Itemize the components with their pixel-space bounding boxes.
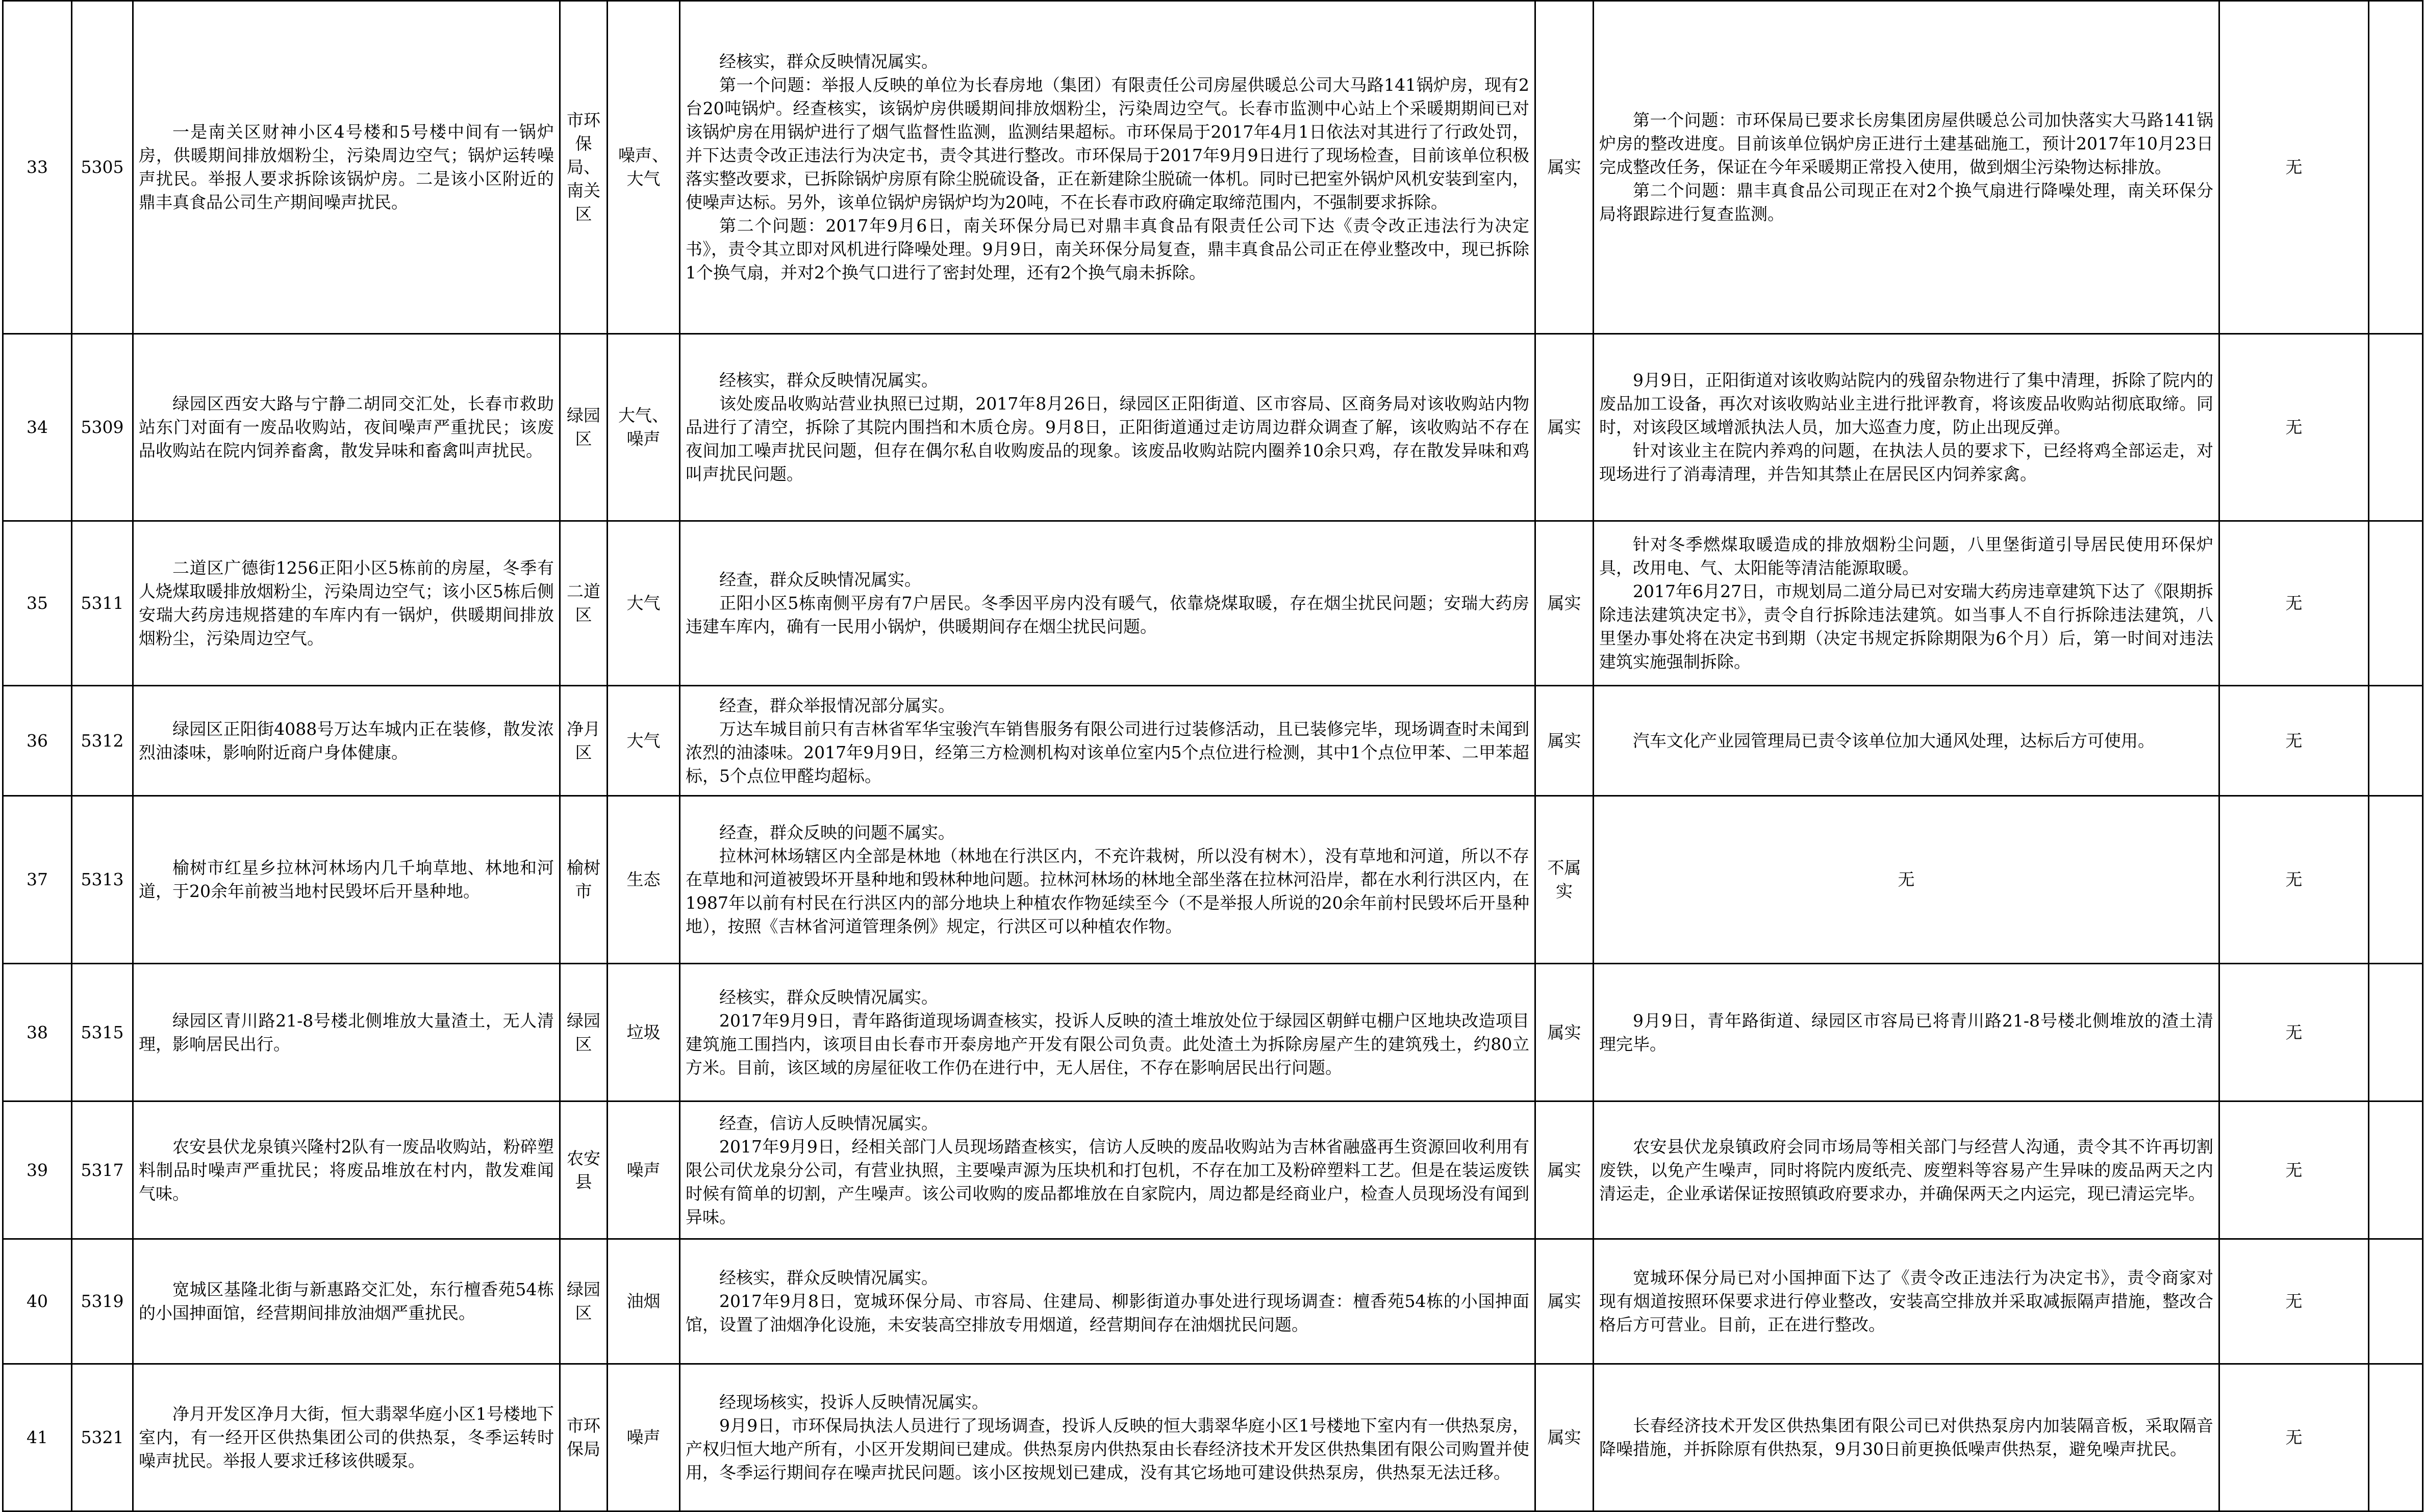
row-number: 39 [3,1101,72,1239]
rectification-status [1594,964,2219,1101]
remarks-cell [2369,964,2423,1101]
finding-paragraph: 2017年9月9日，青年路街道现场调查核实，投诉人反映的渣土堆放处位于绿园区朝鲜屯棚户区地块改造项目建筑施工围挡内，该项目由长春市开泰房地产开发有限公司负责。此处渣土为拆除房屋产生的建筑残土，约80立方米。目前，该区域的房屋征收工作仍在进行中，无人居住，不存在影响居民出行问题。 [686,1010,1529,1078]
accountability: 无 [2219,1239,2369,1364]
finding-paragraph: 万达车城目前只有吉林省军华宝骏汽车销售服务有限公司进行过装修活动，且已装修完毕，现场调查时未闻到浓烈的油漆味。2017年9月9日，经第三方检测机构对该单位室内5个点位进行检测，其中1个点位甲苯、二甲苯超标，5个点位甲醛均超标。 [686,719,1529,786]
rectification-paragraph: 长春经济技术开发区供热集团有限公司已对供热泵房内加装隔音板，采取隔音降噪措施，并拆除原有供热泵，9月30日前更换低噪声供热泵，避免噪声扰民。 [1599,1416,2213,1459]
complaint-text: 二道区广德街1256正阳小区5栋前的房屋，冬季有人烧煤取暖排放烟粉尘，污染周边空气；该小区5栋后侧安瑞大药房违规搭建的车库内有一锅炉，供暖期间排放烟粉尘，污染周边空气。 [139,558,554,648]
remarks-cell [2369,1101,2423,1239]
rectification-paragraph: 针对冬季燃煤取暖造成的排放烟粉尘问题，八里堡街道引导居民使用环保炉具，改用电、气、太阳能等清洁能源取暖。 [1599,534,2213,578]
rectification-status [1594,334,2219,521]
complaint-text: 净月开发区净月大街，恒大翡翠华庭小区1号楼地下室内，有一经开区供热集团公司的供热泵，冬季运转时噪声扰民。举报人要求迁移该供暖泵。 [139,1404,554,1471]
pollution-type: 噪声 [608,1364,680,1511]
investigation-findings [680,964,1535,1101]
accountability: 无 [2219,796,2369,964]
rectification-paragraph: 针对该业主在院内养鸡的问题，在执法人员的要求下，已经将鸡全部运走，对现场进行了消毒清理，并告知其禁止在居民区内饲养家禽。 [1599,441,2213,484]
investigation-findings [680,686,1535,796]
finding-paragraph: 经核实，群众反映情况属实。 [719,370,938,390]
case-code: 5313 [72,796,133,964]
investigation-findings [680,521,1535,686]
rectification-paragraph: 宽城环保分局已对小国抻面下达了《责令改正违法行为决定书》，责令商家对现有烟道按照环保要求进行停业整改，安装高空排放并采取减振隔声措施，整改合格后方可营业。目前，正在进行整改。 [1599,1268,2213,1335]
rectification-paragraph: 9月9日，正阳街道对该收购站院内的残留杂物进行了集中清理，拆除了院内的废品加工设备，再次对该收购站业主进行批评教育，将该废品收购站彻底取缔。同时，对该段区域增派执法人员，加大巡查力度，防止出现反弹。 [1599,370,2213,437]
rectification-paragraph: 第二个问题：鼎丰真食品公司现正在对2个换气扇进行降噪处理，南关环保分局将跟踪进行复查监测。 [1599,181,2213,224]
rectification-paragraph: 第一个问题：市环保局已要求长房集团房屋供暖总公司加快落实大马路141锅炉房的整改进度。目前该单位锅炉房正进行土建基础施工，预计2017年10月23日完成整改任务，保证在今年采暖期正常投入使用，做到烟尘污染物达标排放。 [1599,110,2213,177]
responsible-district: 二道区 [560,521,608,686]
accountability: 无 [2219,1,2369,334]
case-code: 5309 [72,334,133,521]
responsible-district: 市环保局、南关区 [560,1,608,334]
rectification-status: 无 [1594,796,2219,964]
verdict: 属实 [1535,1,1594,334]
verdict: 属实 [1535,686,1594,796]
table-row [3,334,2423,521]
responsible-district: 农安县 [560,1101,608,1239]
remarks-cell [2369,1364,2423,1511]
accountability: 无 [2219,521,2369,686]
row-number: 41 [3,1364,72,1511]
pollution-type: 噪声 [608,1101,680,1239]
rectification-status [1594,521,2219,686]
responsible-district: 绿园区 [560,964,608,1101]
pollution-type: 垃圾 [608,964,680,1101]
rectification-status [1594,1364,2219,1511]
finding-paragraph: 经查，群众反映的问题不属实。 [719,823,955,842]
responsible-district: 榆树市 [560,796,608,964]
finding-paragraph: 经现场核实，投诉人反映情况属实。 [719,1392,989,1412]
pollution-type: 噪声、大气 [608,1,680,334]
complaint-content [133,334,560,521]
remarks-cell [2369,686,2423,796]
complaint-content [133,964,560,1101]
verdict: 属实 [1535,1101,1594,1239]
case-code: 5312 [72,686,133,796]
complaint-table [2,0,2423,1512]
investigation-findings [680,1239,1535,1364]
responsible-district: 绿园区 [560,334,608,521]
complaint-text: 榆树市红星乡拉林河林场内几千垧草地、林地和河道，于20余年前被当地村民毁坏后开垦种地。 [139,858,554,901]
pollution-type: 生态 [608,796,680,964]
finding-paragraph: 9月9日，市环保局执法人员进行了现场调查，投诉人反映的恒大翡翠华庭小区1号楼地下室内有一供热泵房，产权归恒大地产所有，小区开发期间已建成。供热泵房内供热泵由长春经济技术开发区供热集团有限公司购置并使用，冬季运行期间存在噪声扰民问题。该小区按规划已建成，没有其它场地可建设供热泵房，供热泵无法迁移。 [686,1416,1529,1482]
verdict: 属实 [1535,521,1594,686]
table-row [3,686,2423,796]
complaint-text: 绿园区西安大路与宁静二胡同交汇处，长春市救助站东门对面有一废品收购站，夜间噪声严重扰民；该废品收购站在院内饲养畜禽，散发异味和畜禽叫声扰民。 [139,394,554,460]
verdict: 属实 [1535,1364,1594,1511]
row-number: 38 [3,964,72,1101]
finding-paragraph: 拉林河林场辖区内全部是林地（林地在行洪区内，不充许栽树，所以没有树木），没有草地和河道，所以不存在草地和河道被毁坏开垦种地和毁林种地问题。拉林河林场的林地全部坐落在拉林河沿岸，都在水利行洪区内，在1987年以前有村民在行洪区内的部分地块上种植农作物延续至今（不是举报人所说的20余年前村民毁坏后开垦种地），按照《吉林省河道管理条例》规定，行洪区可以种植农作物。 [686,846,1529,936]
accountability: 无 [2219,1101,2369,1239]
finding-paragraph: 该处废品收购站营业执照已过期，2017年8月26日，绿园区正阳街道、区市容局、区商务局对该收购站内物品进行了清空，拆除了其院内围挡和木质仓房。9月8日，正阳街道通过走访周边群众调查了解，该收购站不存在夜间加工噪声扰民问题，但存在偶尔私自收购废品的现象。该废品收购站院内圈养10余只鸡，存在散发异味和鸡叫声扰民问题。 [686,394,1529,484]
rectification-paragraph: 9月9日，青年路街道、绿园区市容局已将青川路21-8号楼北侧堆放的渣土清理完毕。 [1599,1010,2213,1054]
complaint-content [133,1101,560,1239]
pollution-type: 大气 [608,521,680,686]
rectification-paragraph: 2017年6月27日，市规划局二道分局已对安瑞大药房违章建筑下达了《限期拆除违法建筑决定书》，责令自行拆除违法建筑。如当事人不自行拆除违法建筑，八里堡办事处将在决定书到期（决定书规定拆除期限为6个月）后，第一时间对违法建筑实施强制拆除。 [1599,581,2213,672]
accountability: 无 [2219,334,2369,521]
complaint-text: 农安县伏龙泉镇兴隆村2队有一废品收购站，粉碎塑料制品时噪声严重扰民；将废品堆放在村内，散发难闻气味。 [139,1136,554,1203]
responsible-district: 净月区 [560,686,608,796]
complaint-text: 绿园区正阳街4088号万达车城内正在装修，散发浓烈油漆味，影响附近商户身体健康。 [139,719,554,762]
complaint-content [133,521,560,686]
verdict: 属实 [1535,334,1594,521]
row-number: 35 [3,521,72,686]
table-row [3,796,2423,964]
finding-paragraph: 经查，群众举报情况部分属实。 [719,695,955,715]
table-row [3,1239,2423,1364]
rectification-status [1594,1239,2219,1364]
rectification-status [1594,686,2219,796]
table-row [3,1101,2423,1239]
finding-paragraph: 经查，群众反映情况属实。 [719,570,921,590]
rectification-paragraph: 农安县伏龙泉镇政府会同市场局等相关部门与经营人沟通，责令其不许再切割废铁，以免产生噪声，同时将院内废纸壳、废塑料等容易产生异味的废品两天之内清运走，企业承诺保证按照镇政府要求办，并确保两天之内运完，现已清运完毕。 [1599,1136,2213,1203]
investigation-findings [680,1101,1535,1239]
finding-paragraph: 正阳小区5栋南侧平房有7户居民。冬季因平房内没有暖气，依靠烧煤取暖，存在烟尘扰民问题；安瑞大药房违建车库内，确有一民用小锅炉，供暖期间存在烟尘扰民问题。 [686,593,1529,636]
complaint-content [133,796,560,964]
complaint-content [133,1,560,334]
finding-paragraph: 经查，信访人反映情况属实。 [719,1113,938,1133]
table-row [3,1364,2423,1511]
case-code: 5305 [72,1,133,334]
finding-paragraph: 经核实，群众反映情况属实。 [719,52,938,71]
rectification-status [1594,1101,2219,1239]
finding-paragraph: 2017年9月9日，经相关部门人员现场踏查核实，信访人反映的废品收购站为吉林省融盛再生资源回收利用有限公司伏龙泉分公司，有营业执照，主要噪声源为压块机和打包机，不存在加工及粉碎塑料工艺。但是在装运废铁时候有简单的切割，产生噪声。该公司收购的废品都堆放在自家院内，周边都是经商业户，检查人员现场没有闻到异味。 [686,1136,1529,1227]
rectification-status [1594,1,2219,334]
accountability: 无 [2219,686,2369,796]
row-number: 33 [3,1,72,334]
responsible-district: 市环保局 [560,1364,608,1511]
investigation-findings [680,796,1535,964]
accountability: 无 [2219,964,2369,1101]
investigation-findings [680,1,1535,334]
complaint-text: 绿园区青川路21-8号楼北侧堆放大量渣土，无人清理，影响居民出行。 [139,1010,554,1054]
pollution-type: 大气、噪声 [608,334,680,521]
case-code: 5315 [72,964,133,1101]
remarks-cell [2369,521,2423,686]
accountability: 无 [2219,1364,2369,1511]
pollution-type: 大气 [608,686,680,796]
row-number: 36 [3,686,72,796]
complaint-text: 一是南关区财神小区4号楼和5号楼中间有一锅炉房，供暖期间排放烟粉尘，污染周边空气；锅炉运转噪声扰民。举报人要求拆除该锅炉房。二是该小区附近的鼎丰真食品公司生产期间噪声扰民。 [139,122,554,212]
investigation-findings [680,334,1535,521]
case-code: 5317 [72,1101,133,1239]
case-code: 5311 [72,521,133,686]
complaint-text: 宽城区基隆北街与新惠路交汇处，东行檀香苑54栋的小国抻面馆，经营期间排放油烟严重扰民。 [139,1279,554,1323]
complaint-content [133,1364,560,1511]
table-row [3,964,2423,1101]
complaint-content [133,1239,560,1364]
responsible-district: 绿园区 [560,1239,608,1364]
finding-paragraph: 第一个问题：举报人反映的单位为长春房地（集团）有限责任公司房屋供暖总公司大马路141锅炉房，现有2台20吨锅炉。经查核实，该锅炉房供暖期间排放烟粉尘，污染周边空气。长春市监测中心站上个采暖期期间已对该锅炉房在用锅炉进行了烟气监督性监测，监测结果超标。市环保局于2017年4月1日依法对其进行了行政处罚，并下达责令改正违法行为决定书，责令其进行整改。市环保局于2017年9月9日进行了现场检查，目前该单位积极落实整改要求，已拆除锅炉房原有除尘脱硫设备，正在新建除尘脱硫一体机。同时已把室外锅炉风机安装到室内，使噪声达标。另外，该单位锅炉房锅炉均为20吨，不在长春市政府确定取缔范围内，不强制要求拆除。 [686,75,1529,212]
table-row [3,521,2423,686]
finding-paragraph: 经核实，群众反映情况属实。 [719,987,938,1007]
finding-paragraph: 经核实，群众反映情况属实。 [719,1268,938,1288]
rectification-paragraph: 汽车文化产业园管理局已责令该单位加大通风处理，达标后方可使用。 [1633,730,2155,751]
complaint-content [133,686,560,796]
remarks-cell [2369,1,2423,334]
verdict: 属实 [1535,964,1594,1101]
case-code: 5319 [72,1239,133,1364]
row-number: 37 [3,796,72,964]
finding-paragraph: 第二个问题：2017年9月6日，南关环保分局已对鼎丰真食品有限责任公司下达《责令改正违法行为决定书》，责令其立即对风机进行降噪处理。9月9日，南关环保分局复查，鼎丰真食品公司正在停业整改中，现已拆除1个换气扇，并对2个换气口进行了密封处理，还有2个换气扇未拆除。 [686,216,1529,283]
verdict: 属实 [1535,1239,1594,1364]
investigation-findings [680,1364,1535,1511]
finding-paragraph: 2017年9月8日，宽城环保分局、市容局、住建局、柳影街道办事处进行现场调查：檀香苑54栋的小国抻面馆，设置了油烟净化设施，未安装高空排放专用烟道，经营期间存在油烟扰民问题。 [686,1291,1529,1335]
row-number: 34 [3,334,72,521]
remarks-cell [2369,334,2423,521]
verdict: 不属实 [1535,796,1594,964]
case-code: 5321 [72,1364,133,1511]
table-row [3,1,2423,334]
pollution-type: 油烟 [608,1239,680,1364]
remarks-cell [2369,796,2423,964]
row-number: 40 [3,1239,72,1364]
remarks-cell [2369,1239,2423,1364]
